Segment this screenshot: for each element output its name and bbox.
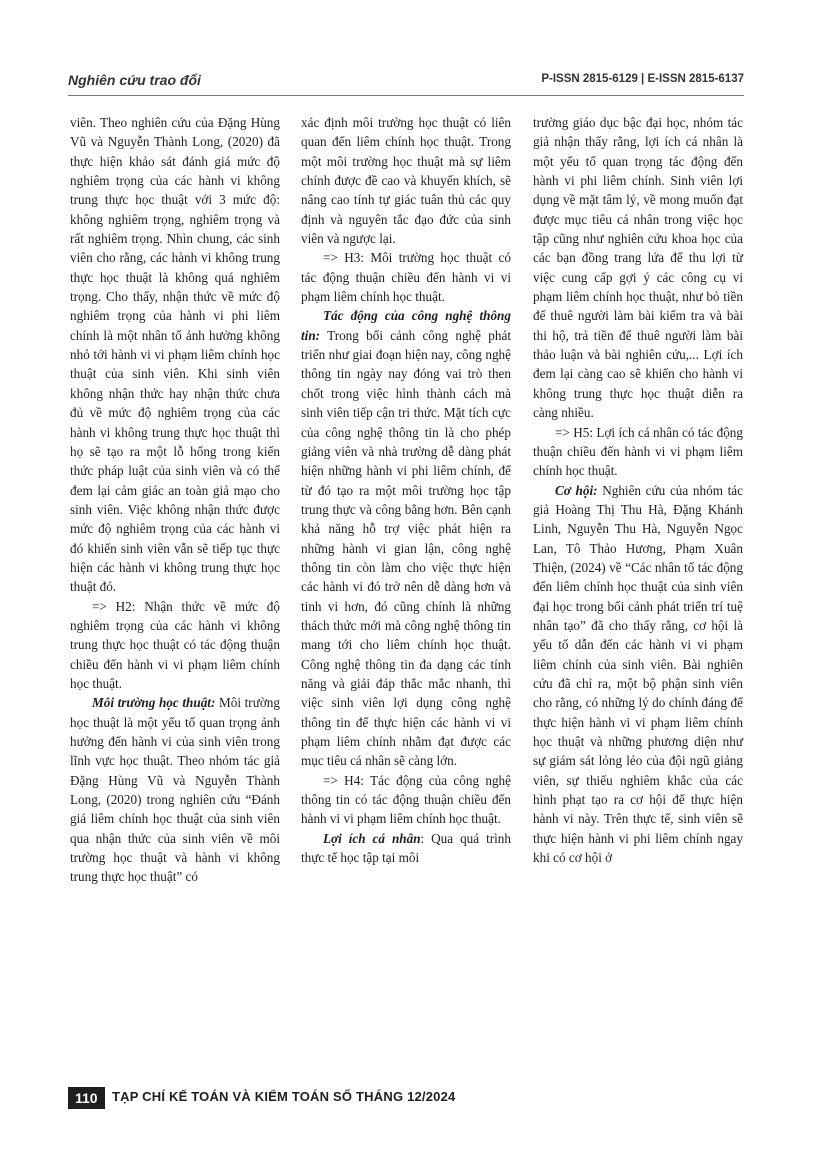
- paragraph: [533, 481, 743, 868]
- paragraph-lead: Môi trường học thuật:: [92, 695, 216, 711]
- issn-label: P-ISSN 2815-6129 | E-ISSN 2815-6137: [541, 73, 744, 85]
- page-number: 110: [68, 1087, 105, 1109]
- paragraph-lead: Tác động của công nghệ thông tin:: [301, 308, 511, 343]
- running-header: [68, 72, 744, 92]
- paragraph: [70, 597, 280, 694]
- paragraph: [301, 248, 511, 306]
- header-rule: [68, 95, 744, 96]
- paragraph-text: xác định môi trường học thuật có liên quan đến liêm chính học thuật. Trong một môi trường học thuật mà sự liêm chính được đề cao và khuyến khích, sẽ nâng cao tính tự giác tuân thủ các quy định và nguyên tắc đạo đức của sinh viên và ngược lại.: [301, 115, 511, 247]
- running-footer: [68, 1087, 744, 1111]
- paragraph: [301, 829, 511, 868]
- text-column-2: [301, 113, 511, 866]
- paragraph-text: trường giáo dục bậc đại học, nhóm tác giả nhận thấy rằng, lợi ích cá nhân là một yếu tố quan trọng tác động đến hành vi phi liêm chính. Sinh viên lợi dụng về mặt tâm lý, về mong muốn đạt được mục tiêu cá nhân trong việc học tập cũng như nghiên cứu khoa học của các bạn đồng trang lứa để thu lợi từ việc cung cấp gợi ý các công cụ vi phạm liêm chính học thuật, như bỏ tiền để thuê người làm bài kiểm tra và bài thi hộ, trả tiền để thuê người làm bài thảo luận và bài nghiên cứu,... Lợi ích đem lại càng cao sẽ khiến cho hành vi không trung thực học thuật diễn ra càng nhiều.: [533, 115, 743, 421]
- paragraph-lead: Lợi ích cá nhân: [323, 830, 421, 846]
- paragraph-text: => H4: Tác động của công nghệ thông tin có tác động thuận chiều đến hành vi vi phạm liêm chính học thuật.: [301, 772, 511, 827]
- section-label: Nghiên cứu trao đổi: [68, 72, 201, 88]
- paragraph: [70, 113, 280, 597]
- paragraph-text: Môi trường học thuật là một yếu tố quan trọng ảnh hưởng đến hành vi của sinh viên trong lĩnh vực học thuật. Theo nhóm tác giả Đặng Hùng Vũ và Nguyễn Thành Long, (2020) trong nghiên cứu “Đánh giá liêm chính học thuật của sinh viên qua nhận thức của sinh viên về môi trường học thuật và hành vi không trung thực học thuật” có: [70, 695, 280, 885]
- paragraph-text: => H5: Lợi ích cá nhân có tác động thuận chiều đến hành vi vi phạm liêm chính học thuật.: [533, 424, 743, 479]
- paragraph-text: viên. Theo nghiên cứu của Đặng Hùng Vũ và Nguyễn Thành Long, (2020) đã thực hiện khảo sát đánh giá mức độ nghiêm trọng của các hành vi không trung thực học thuật với 3 mức độ: không nghiêm trọng, nghiêm trọng và rất nghiêm trọng. Nhìn chung, các sinh viên cho rằng, các hành vi không trung thực học thuật là không quá nghiêm trọng. Cho thấy, nhận thức về mức độ nghiêm trọng của hành vi phi liêm chính là một nhân tố ảnh hưởng không nhỏ tới hành vi vi phạm liêm chính học thuật của sinh viên. Khi sinh viên không nhận thức hay nhận thức chưa đủ về mức độ nghiêm trọng của các hành vi không trung thực học thuật thì họ sẽ tạo ra một lỗ hổng trong kiến thức pháp luật của sinh viên và có thể đem lại cảm giác an toàn giả mạo cho sinh viên. Việc không nhận thức được mức độ nghiêm trọng của các hành vi đó khiến sinh viên vẫn sẽ tiếp tục thực hiện các hành vi không trung thực học thuật đó.: [70, 115, 280, 595]
- text-column-1: [70, 113, 280, 885]
- paragraph: [301, 113, 511, 248]
- paragraph-lead: Cơ hội:: [555, 482, 598, 498]
- paragraph: [533, 113, 743, 423]
- paragraph: [533, 423, 743, 481]
- paragraph-text: : Qua quá trình thực tế học tập tại môi: [301, 830, 511, 866]
- paragraph: [301, 306, 511, 770]
- paragraph: [301, 771, 511, 829]
- paragraph: [70, 693, 280, 886]
- paragraph-text: => H2: Nhận thức về mức độ nghiêm trọng của các hành vi không trung thực học thuật có tác động thuận chiều đến hành vi vi phạm liêm chính học thuật.: [70, 598, 280, 691]
- paragraph-text: => H3: Môi trường học thuật có tác động thuận chiều đến hành vi vi phạm liêm chính học thuật.: [301, 250, 511, 305]
- paragraph-text: Nghiên cứu của nhóm tác giả Hoàng Thị Thu Hà, Đặng Khánh Linh, Nguyễn Thu Hà, Nguyễn Ngọc Lan, Tô Thảo Hương, Phạm Xuân Thiện, (2024) về “Các nhân tố tác động đến liêm chính học thuật của sinh viên đại học trong bối cảnh phát triển trí tuệ nhân tạo” đã cho thấy rằng, cơ hội là yếu tố dẫn đến các hành vi vi phạm liêm chính của sinh viên. Bài nghiên cứu đã chỉ ra, một bộ phận sinh viên cho rằng, có những lý do chính đáng để thực hiện hành vi vi phạm liêm chính học thuật và những phương diện như sự giám sát lỏng lẻo của đội ngũ giảng viên, sự thiếu nghiêm khắc của các hình phạt tạo ra cơ hội để thực hiện hành vi này. Trên thực tế, sinh viên sẽ thực hiện hành vi phi liêm chính ngay khi có cơ hội ở: [533, 482, 743, 866]
- journal-title: TẠP CHÍ KẾ TOÁN VÀ KIỂM TOÁN SỐ THÁNG 12/2024: [112, 1089, 456, 1104]
- text-column-3: [533, 113, 743, 866]
- paragraph-text: Trong bối cảnh công nghệ phát triển như giai đoạn hiện nay, công nghệ thông tin ngày nay đóng vai trò then chốt trong việc hình thành cách mà sinh viên tiếp cận tri thức. Mặt tích cực của công nghệ thông tin là cho phép giảng viên và nhà trường dễ dàng phát hiện những hành vi phi liêm chính, để từ đó tạo ra một môi trường học tập trung thực và công bằng hơn. Bên cạnh khả năng hỗ trợ việc phát hiện ra những hành vi gian lận, công nghệ thông tin còn làm cho việc thực hiện các hành vi đó trở nên dễ dàng hơn và tinh vi hơn, đó cũng chính là những thách thức mới mà công nghệ thông tin mang tới cho liêm chính học thuật. Công nghệ thông tin đa dạng các tính năng và giải đáp thắc mắc nhanh, thì việc sinh viên lợi dụng công nghệ thông tin để thực hiện các hành vi vi phạm liêm chính nhằm đạt được các mục tiêu cá nhân sẽ càng lớn.: [301, 327, 511, 769]
